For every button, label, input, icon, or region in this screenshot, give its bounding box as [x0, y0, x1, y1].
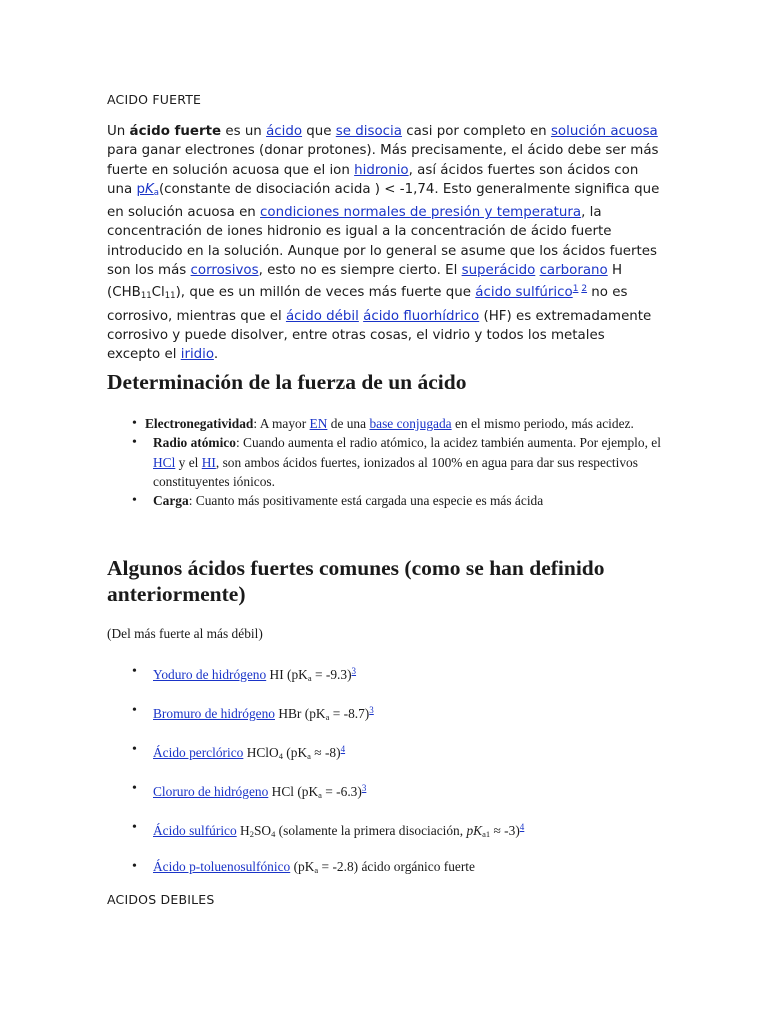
text: = -9.3) [311, 667, 352, 682]
link-yoduro-de-hidrogeno[interactable]: Yoduro de hidrógeno [153, 667, 267, 682]
link-pka-k: K [144, 181, 154, 197]
list-item [107, 857, 524, 896]
list-item [107, 740, 524, 779]
text: , son ambos ácidos fuertes, ionizados al 100% en agua para dar sus respectivos constituyentes iónicos. [153, 454, 638, 489]
link-acido-p-toluenosulfonico[interactable]: Ácido p-toluenosulfónico [153, 859, 291, 874]
section-heading-acidos-debiles: ACIDOS DEBILES [107, 892, 215, 907]
link-hidronio[interactable]: hidronio [354, 162, 409, 178]
text: HI (pK [266, 667, 308, 682]
subscript: 4 [278, 751, 283, 761]
ref-link-2[interactable]: 2 [581, 284, 588, 295]
link-pka[interactable] [136, 182, 159, 197]
subscript: 11 [140, 291, 152, 302]
order-note: (Del más fuerte al más débil) [107, 626, 263, 641]
text: HBr (pK [274, 706, 326, 721]
subscript: a [318, 790, 322, 800]
text: en el mismo periodo, más acidez. [451, 416, 634, 431]
link-pka-p: p [136, 181, 145, 197]
ref-link[interactable]: 3 [361, 783, 367, 793]
ref-link[interactable]: 3 [351, 666, 357, 676]
text: Un [107, 124, 130, 139]
text: (pK [290, 859, 315, 874]
list-item [107, 701, 524, 740]
link-acido-debil[interactable]: ácido débil [285, 308, 359, 324]
term: Radio atómico [153, 435, 236, 451]
list-item-carga [107, 491, 667, 510]
link-acido[interactable]: ácido [266, 124, 303, 139]
link-se-disocia[interactable]: se disocia [335, 124, 402, 139]
text: , así ácidos fuertes son ácidos con una [107, 162, 639, 197]
section-heading-algunos: Algunos ácidos fuertes comunes (como se han definido anteriormente) [107, 556, 605, 606]
text: HCl (pK [268, 784, 319, 799]
list-item [107, 818, 524, 857]
link-acido-sulfurico[interactable]: ácido sulfúrico [475, 285, 573, 301]
text: no es corrosivo, mientras que el [107, 285, 628, 324]
text: SO [253, 823, 272, 838]
link-condiciones-normales[interactable]: condiciones normales de presión y temperatura [260, 205, 582, 221]
text: , la concentración de iones hidronio es igual a la concentración de ácido fuerte introducido en la solución. Aunque por lo general se asume que los ácidos fuertes son los más [107, 205, 658, 279]
text: (constante de disociación acida ) < -1,74. Esto generalmente significa que en solución acuosa en [107, 181, 660, 221]
text: ≈ -8) [310, 745, 341, 760]
text: H (CHB [107, 263, 623, 301]
subscript: a1 [482, 829, 491, 839]
text: : Cuanto más positivamente está cargada una especie es más ácida [188, 493, 544, 509]
link-superacido[interactable]: superácido [461, 263, 536, 279]
link-hcl[interactable]: HCl [153, 454, 176, 470]
text: : Cuando aumenta el radio atómico, la acidez también aumenta. Por ejemplo, el [235, 435, 661, 451]
link-carborano[interactable]: carborano [539, 263, 608, 279]
link-en[interactable]: EN [309, 416, 328, 431]
link-hi[interactable]: HI [201, 454, 216, 470]
text: de una [327, 416, 370, 431]
subscript: 4 [271, 829, 276, 839]
strong-acids-list [107, 662, 524, 896]
text: = -6.3) [321, 784, 362, 799]
subscript: a [307, 673, 312, 683]
bold-term: ácido fuerte [129, 124, 222, 139]
link-iridio[interactable]: iridio [180, 347, 214, 363]
subscript: a [314, 865, 319, 875]
text: = -8.7) [329, 706, 370, 721]
text: HClO [243, 745, 279, 760]
link-acido-fluorhidrico[interactable]: ácido fluorhídrico [363, 308, 480, 324]
text: ≈ -3) [490, 823, 520, 838]
link-cloruro-de-hidrogeno[interactable]: Cloruro de hidrógeno [153, 784, 269, 799]
subscript: a [307, 751, 311, 761]
text: ), que es un millón de veces más fuerte que [175, 285, 476, 301]
link-solucion-acuosa[interactable]: solución acuosa [550, 124, 658, 139]
text: y el [175, 454, 202, 470]
text: casi por completo en [401, 124, 551, 139]
subscript: 2 [249, 829, 254, 839]
text: , esto no es siempre cierto. El [258, 263, 462, 279]
link-acido-sulfurico-2[interactable]: Ácido sulfúrico [153, 823, 237, 838]
ref-link-1[interactable]: 1 [572, 284, 579, 295]
link-base-conjugada[interactable]: base conjugada [369, 416, 452, 431]
subscript: a [325, 712, 330, 722]
term: Carga [153, 493, 189, 509]
text: H [236, 823, 250, 838]
link-bromuro-de-hidrogeno[interactable]: Bromuro de hidrógeno [153, 706, 275, 721]
text: (pK [282, 745, 308, 760]
subscript: 11 [164, 291, 176, 302]
text: : A mayor [253, 416, 310, 431]
term: Electronegatividad [145, 416, 254, 431]
ref-link[interactable]: 3 [369, 705, 374, 715]
text: (solamente la primera disociación, [275, 823, 467, 838]
list-item-radio-atomico [107, 433, 667, 491]
definition-paragraph [107, 122, 662, 365]
properties-list [107, 414, 667, 510]
text: . [213, 347, 219, 363]
link-pka-a: a [153, 187, 159, 198]
list-item [107, 779, 524, 818]
pk-symbol: pK [466, 823, 483, 838]
link-corrosivos[interactable]: corrosivos [190, 263, 259, 279]
text: Cl [151, 285, 165, 301]
list-item-electronegatividad [107, 414, 667, 433]
section-heading-acido-fuerte: ACIDO FUERTE [107, 92, 202, 107]
ref-link[interactable]: 4 [340, 744, 346, 754]
section-heading-determinacion: Determinación de la fuerza de un ácido [107, 370, 467, 394]
list-item [107, 662, 524, 701]
text: para ganar electrones (donar protones). Más precisamente, el ácido debe ser más fuerte en solución acuosa que el ion [107, 143, 659, 178]
text: (HF) es extremadamente corrosivo y puede disolver, entre otras cosas, el vidrio y todos los metales excepto el [107, 308, 652, 363]
ref-link[interactable]: 4 [519, 822, 525, 832]
link-acido-perclorico[interactable]: Ácido perclórico [153, 745, 244, 760]
text: que [302, 124, 336, 139]
text: = -2.8) ácido orgánico fuerte [318, 859, 475, 874]
text: es un [221, 124, 267, 139]
